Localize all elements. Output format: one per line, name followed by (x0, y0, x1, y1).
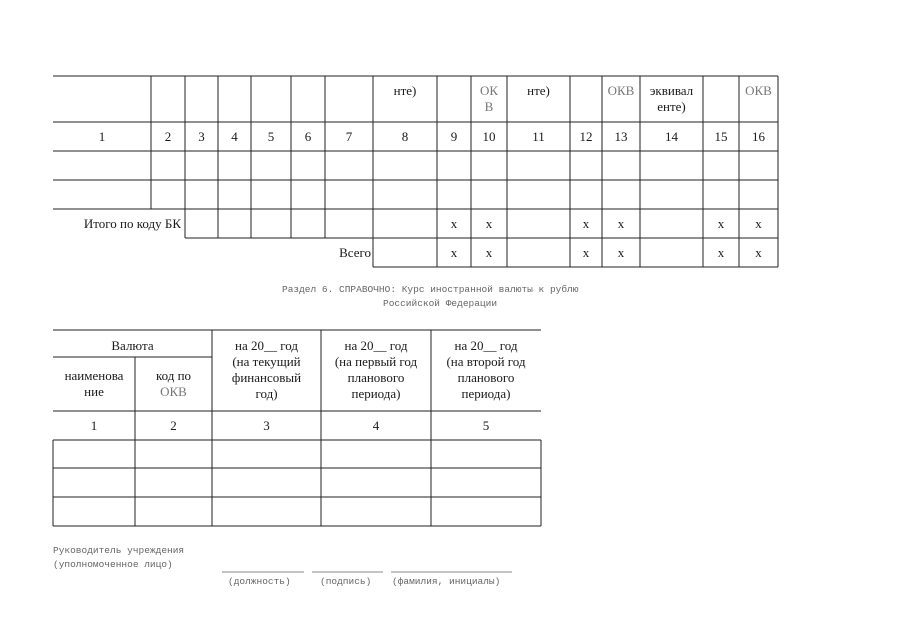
t1-colnum: 8 (401, 129, 409, 144)
t1-row-total-bk-mark: x (485, 216, 493, 231)
t1-colnum: 10 (482, 129, 496, 144)
t1-colnum: 13 (614, 129, 628, 144)
t1-colnum: 7 (345, 129, 353, 144)
t2-header-current-year: год) (255, 386, 278, 401)
t1-header-c10-top: ОК (479, 83, 499, 98)
section6-title-line2: Российской Федерации (383, 298, 498, 309)
t1-row-grand-total-mark: x (450, 245, 458, 260)
t2-header-current-year: финансовый (231, 370, 302, 385)
t1-colnum: 4 (231, 129, 238, 144)
signature-name-caption: (фамилия, инициалы) (392, 576, 501, 587)
t2-header-current-year: (на текущий (232, 354, 301, 369)
t1-colnum: 16 (752, 129, 765, 144)
section6-title-line1: Раздел 6. СПРАВОЧНО: Курс иностранной валюты к рублю (282, 284, 579, 295)
t1-colnum: 12 (579, 129, 593, 144)
t2-header-first-plan-year: планового (347, 370, 405, 385)
t1-header-c14-top: эквивал (649, 83, 694, 98)
signature-head-line2: (уполномоченное лицо) (53, 559, 173, 570)
t1-header-c14-bottom: енте) (657, 99, 686, 114)
t1-row-grand-total-mark: x (485, 245, 493, 260)
t2-header-second-plan-year: периода) (461, 386, 511, 401)
t2-colnum: 1 (90, 418, 98, 433)
t1-colnum: 5 (267, 129, 275, 144)
t1-row-total-bk-mark: x (450, 216, 458, 231)
t1-row-grand-total-mark: x (755, 245, 762, 260)
t1-colnum: 14 (665, 129, 678, 144)
t1-row-grand-total-mark: x (717, 245, 725, 260)
t1-row-total-bk-mark: x (617, 216, 625, 231)
t1-colnum: 2 (164, 129, 172, 144)
t1-header-c13: ОКВ (607, 83, 635, 98)
signature-head-line1: Руководитель учреждения (53, 545, 185, 556)
t1-header-c16: ОКВ (745, 83, 772, 98)
t1-header-c11: нте) (527, 83, 550, 98)
t2-colnum: 4 (372, 418, 380, 433)
t1-header-c10-bottom: В (484, 99, 494, 114)
t1-row-total-bk-mark: x (717, 216, 725, 231)
t2-header-name: ние (84, 384, 104, 399)
t2-header-code: код по (155, 368, 192, 383)
t2-colnum: 3 (263, 418, 270, 433)
t1-colnum: 15 (714, 129, 728, 144)
t2-header-second-plan-year: планового (457, 370, 515, 385)
t2-header-name: наименова (64, 368, 124, 383)
t1-row-grand-total-mark: x (617, 245, 625, 260)
t1-row-total-bk-mark: x (582, 216, 590, 231)
t1-colnum: 6 (304, 129, 312, 144)
t2-header-second-plan-year: на 20__ год (454, 338, 518, 353)
t1-row-total-bk-mark: x (755, 216, 762, 231)
t2-header-current-year: на 20__ год (235, 338, 298, 353)
t1-header-c8: нте) (393, 83, 417, 98)
t2-header-first-plan-year: периода) (351, 386, 401, 401)
t2-header-first-plan-year: (на первый год (334, 354, 418, 369)
t1-colnum: 11 (532, 129, 545, 144)
signature-sign-caption: (подпись) (320, 576, 372, 587)
t1-colnum: 3 (198, 129, 205, 144)
t1-colnum: 9 (450, 129, 458, 144)
t1-row-grand-total-mark: x (582, 245, 590, 260)
t2-header-currency: Валюта (111, 338, 154, 353)
t1-colnum: 1 (98, 129, 106, 144)
t1-row-grand-total-label: Всего (339, 245, 371, 260)
t2-colnum: 2 (170, 418, 177, 433)
signature-position-caption: (должность) (228, 576, 291, 587)
t1-row-total-bk-label: Итого по коду БК (83, 216, 181, 231)
t2-header-first-plan-year: на 20__ год (344, 338, 408, 353)
t2-header-code: ОКВ (160, 384, 187, 399)
t2-header-second-plan-year: (на второй год (446, 354, 526, 369)
t2-colnum: 5 (482, 418, 490, 433)
